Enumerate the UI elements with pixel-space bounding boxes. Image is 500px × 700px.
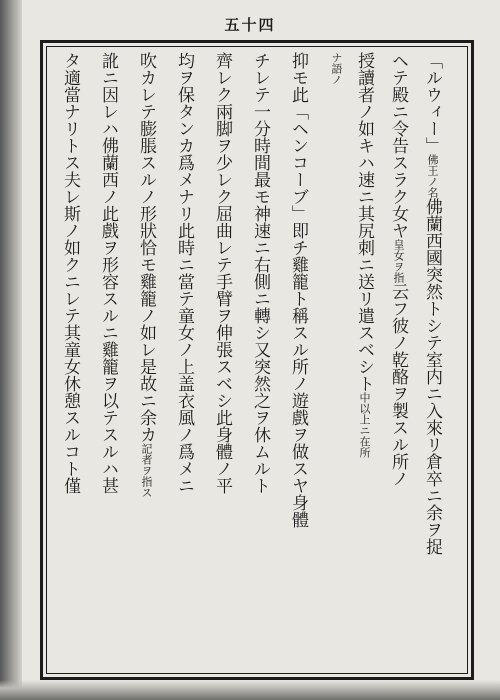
text-run: 訛ニ因レハ佛蘭西ノ此戲ヲ形容スルニ雞籠ヲ以テスルハ甚 bbox=[98, 52, 118, 494]
inline-annotation: ナ語ノ bbox=[330, 52, 343, 85]
text-column bbox=[384, 52, 412, 672]
inline-annotation: 中以上ニ bbox=[358, 392, 371, 436]
text-run: 齊レク兩脚ヲ少レク屈曲レテ手臂ヲ伸張スベシ此身體ノ平 bbox=[212, 52, 232, 494]
inline-annotation: 在所 bbox=[358, 436, 371, 458]
text-run: チレテ一分時間最モ神速ニ右側ニ轉シ又突然之ヲ休ムルト bbox=[250, 52, 270, 494]
text-column bbox=[284, 52, 312, 672]
text-run: 授讀者ノ如キハ速ニ其尻刺ニ送リ遣スベシト bbox=[354, 52, 374, 392]
text-run: 吹カレテ膨脹スルノ形狀恰モ雞籠ノ如レ是故ニ余カ bbox=[136, 52, 156, 443]
text-column bbox=[208, 52, 236, 672]
page-bottom-shadow bbox=[0, 680, 500, 700]
text-run: 佛蘭西國突然トシテ室内ニ入來リ倉卒ニ余ヲ捉 bbox=[422, 198, 442, 555]
page-number: 五十四 bbox=[224, 16, 276, 34]
text-column bbox=[350, 52, 378, 672]
text-column bbox=[246, 52, 274, 672]
page-binding-shadow bbox=[0, 0, 22, 700]
text-run: タ適當ナリトス夫レ斯ノ如クニレテ其童女休憩スルコト僅 bbox=[60, 52, 80, 494]
text-column bbox=[94, 52, 122, 672]
text-run: 「ルウィー」 bbox=[422, 52, 442, 154]
text-column bbox=[318, 52, 346, 672]
inline-annotation: 佛王ノ名 bbox=[426, 154, 439, 198]
text-run: 均ヲ保タンカ爲メナリ此時ニ當テ童女ノ上盖衣風ノ爲メニ bbox=[174, 52, 194, 494]
inline-annotation: 記者ヲ指ス bbox=[140, 443, 153, 498]
text-column bbox=[170, 52, 198, 672]
text-run: 云フ彼ノ乾酪ヲ製スル所ノ bbox=[388, 283, 408, 487]
text-column bbox=[132, 52, 160, 672]
text-column bbox=[56, 52, 84, 672]
text-column bbox=[418, 52, 446, 672]
text-run: 抑モ此「ヘンコーブ」即チ雞籠ト稱スル所ノ遊戲ヲ做スヤ身體 bbox=[288, 52, 308, 528]
inline-annotation: 皇女ヲ指 bbox=[392, 239, 405, 283]
text-run: ヘテ殿ニ令告スラク女ヤ bbox=[388, 52, 408, 239]
